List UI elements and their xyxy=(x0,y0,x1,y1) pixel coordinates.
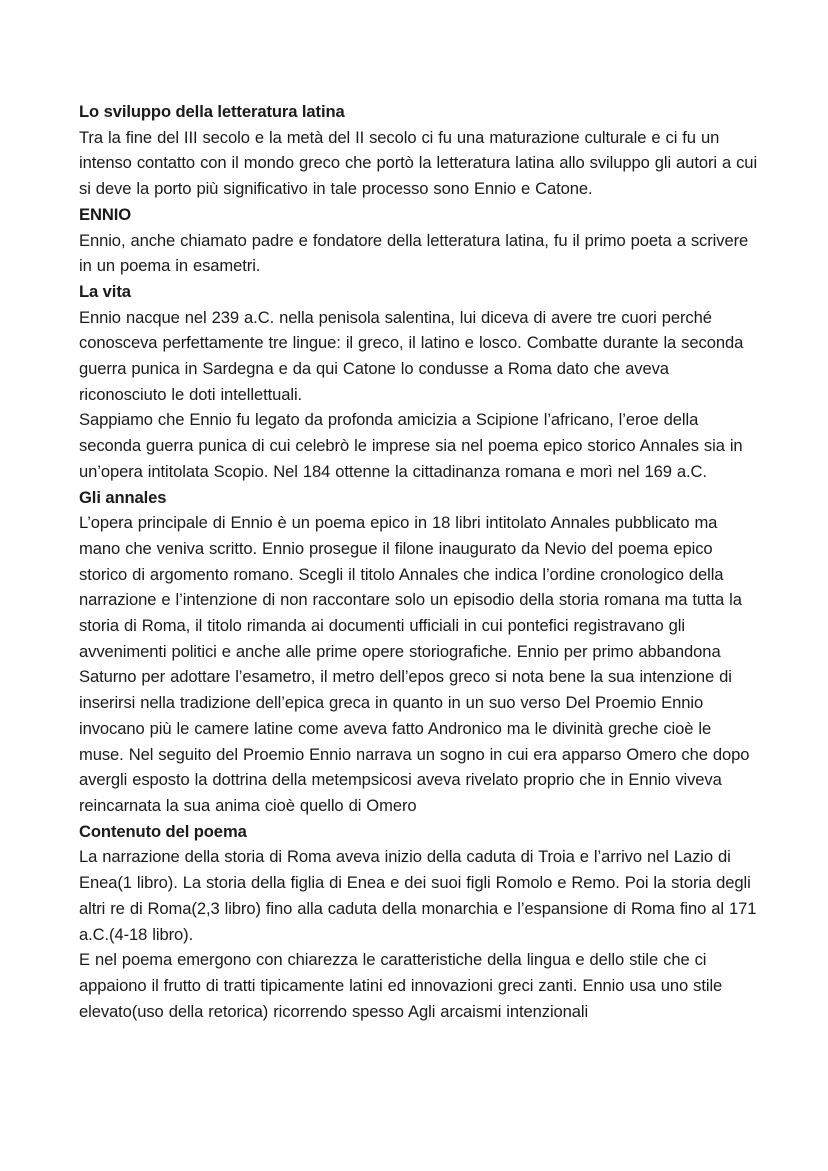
paragraph: Sappiamo che Ennio fu legato da profonda amicizia a Scipione l’africano, l’eroe della seconda guerra punica di cui celebrò le imprese sia nel poema epico storico Annales sia in un’opera intitolata Scopio. Nel 184 ottenne la cittadinanza romana e morì nel 169 a.C. xyxy=(79,410,743,481)
paragraph: Ennio, anche chiamato padre e fondatore della letteratura latina, fu il primo poeta a scrivere in un poema in esametri. xyxy=(79,230,749,276)
paragraph: Tra la fine del III secolo e la metà del II secolo ci fu una maturazione culturale e ci fu un intenso contatto con il mondo greco che portò la letteratura latina allo sviluppo gli autori a cui si deve la porto più significativo in tale processo sono Ennio e Catone. xyxy=(79,127,758,199)
section-heading: ENNIO xyxy=(79,204,132,224)
section-heading: La vita xyxy=(79,281,131,301)
paragraph: La narrazione della storia di Roma aveva inizio della caduta di Troia e l’arrivo nel Lazio di Enea(1 libro). La storia della figlia di Enea e dei suoi figli Romolo e Remo. Poi la storia degli altri re di Roma(2,3 libro) fino alla caduta della monarchia e l’espansione di Roma fino al 171 a.C.(4-18 libro). xyxy=(79,847,757,944)
section-heading: Gli annales xyxy=(79,487,167,507)
paragraph: E nel poema emergono con chiarezza le caratteristiche della lingua e dello stile che ci appaiono il frutto di tratti tipicamente latini ed innovazioni greci zanti. Ennio usa uno stile elevato(uso della retorica) ricorrendo spesso Agli arcaismi intenzionali xyxy=(79,950,723,1021)
document-page xyxy=(79,99,759,1024)
section-heading: Contenuto del poema xyxy=(79,821,247,841)
paragraph: Ennio nacque nel 239 a.C. nella penisola salentina, lui diceva di avere tre cuori perché conosceva perfettamente tre lingue: il greco, il latino e losco. Combatte durante la seconda guerra punica in Sardegna e da qui Catone lo condusse a Roma dato che aveva riconosciuto le doti intellettuali. xyxy=(79,307,744,404)
paragraph: L’opera principale di Ennio è un poema epico in 18 libri intitolato Annales pubblicato ma mano che veniva scritto. Ennio prosegue il filone inaugurato da Nevio del poema epico storico di argomento romano. Scegli il titolo Annales che indica l’ordine cronologico della narrazione e l’intenzione di non raccontare solo un episodio della storia romana ma tutta la storia di Roma, il titolo rimanda ai documenti ufficiali in cui pontefici registravano gli avvenimenti politici e anche alle prime opere storiografiche. Ennio per primo abbandona Saturno per adottare l’esametro, il metro dell’epos greco si nota bene la sua intenzione di inserirsi nella tradizione dell’epica greca in quanto in un suo verso Del Proemio Ennio invocano più le camere latine come aveva fatto Andronico ma le divinità greche cioè le muse. Nel seguito del Proemio Ennio narrava un sogno in cui era apparso Omero che dopo avergli esposto la dottrina della metempsicosi aveva rivelato proprio che in Ennio viveva reincarnata la sua anima cioè quello di Omero xyxy=(79,513,750,815)
section-heading: Lo sviluppo della letteratura latina xyxy=(79,102,345,121)
